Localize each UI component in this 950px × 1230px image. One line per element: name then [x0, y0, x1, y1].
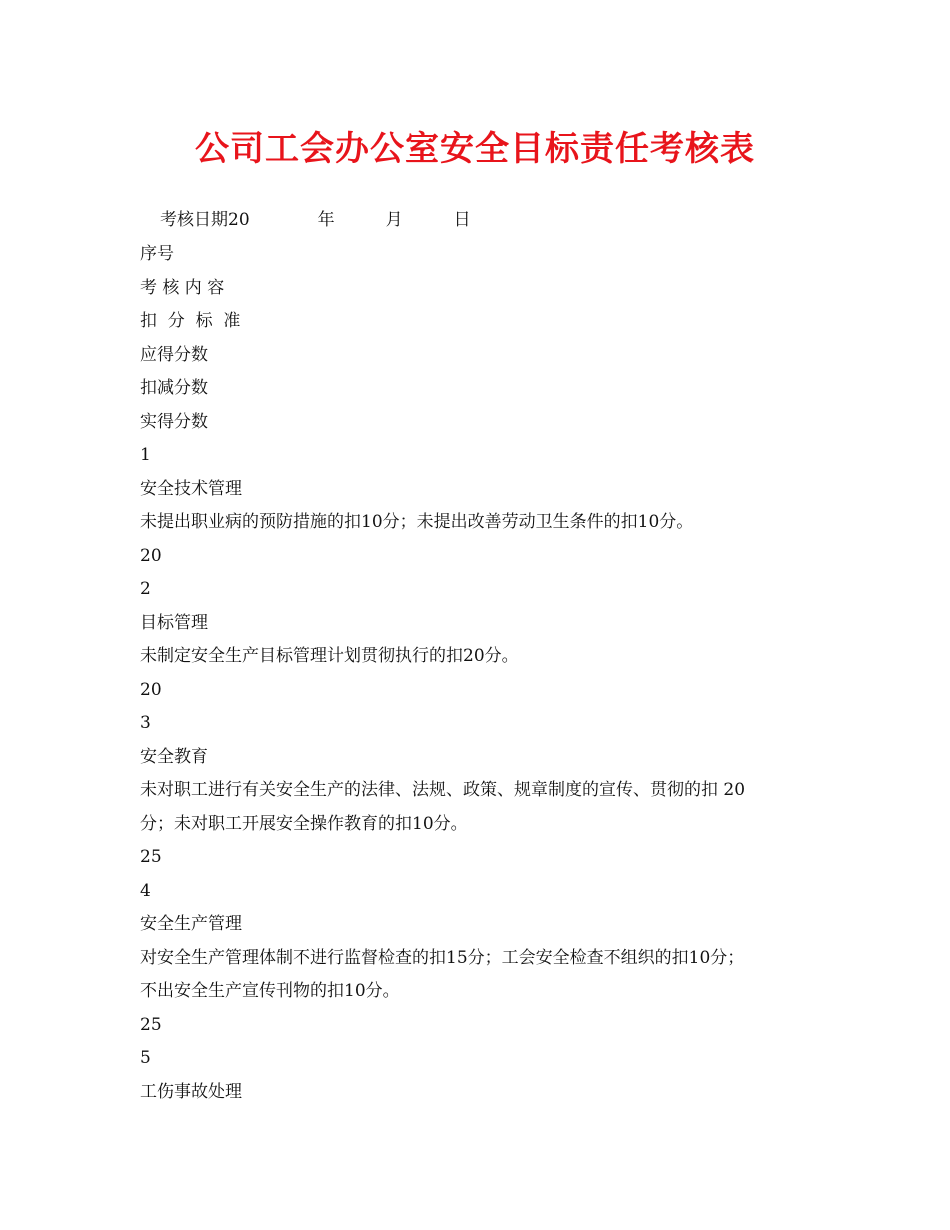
text-line: 安全教育: [140, 746, 208, 767]
text-line: 未对职工进行有关安全生产的法律、法规、政策、规章制度的宣传、贯彻的扣 20: [140, 780, 746, 800]
text-line: 扣减分数: [140, 378, 208, 398]
text-line: 不出安全生产宣传刊物的扣10分。: [140, 981, 400, 1001]
text-line: 1: [140, 445, 151, 465]
assessment-date-line: 考核日期20 年 月 日: [160, 210, 471, 230]
text-line: 序号: [140, 244, 174, 264]
text-line: 实得分数: [140, 411, 208, 432]
document-title: 公司工会办公室安全目标责任考核表: [195, 129, 755, 169]
text-line: 工伤事故处理: [140, 1081, 242, 1102]
text-line: 目标管理: [140, 612, 208, 633]
text-line: 3: [140, 713, 151, 733]
text-line: 安全技术管理: [140, 478, 242, 499]
text-line: 4: [140, 880, 151, 901]
text-line: 20: [140, 679, 162, 700]
text-line: 未提出职业病的预防措施的扣10分；未提出改善劳动卫生条件的扣10分。: [140, 512, 694, 532]
text-line: 25: [140, 1014, 162, 1035]
text-line: 25: [140, 847, 162, 867]
text-line: 扣 分 标 准: [140, 311, 241, 331]
text-line: 应得分数: [140, 344, 208, 365]
text-line: 分；未对职工开展安全操作教育的扣10分。: [140, 813, 468, 834]
text-line: 对安全生产管理体制不进行监督检查的扣15分；工会安全检查不组织的扣10分；: [140, 947, 745, 968]
text-line: 2: [140, 579, 151, 599]
text-line: 20: [140, 545, 162, 566]
text-line: 安全生产管理: [140, 914, 242, 934]
text-line: 未制定安全生产目标管理计划贯彻执行的扣20分。: [140, 646, 519, 666]
text-line: 5: [140, 1048, 151, 1068]
document-body: [140, 240, 820, 1111]
text-line: 考 核 内 容: [140, 277, 225, 298]
